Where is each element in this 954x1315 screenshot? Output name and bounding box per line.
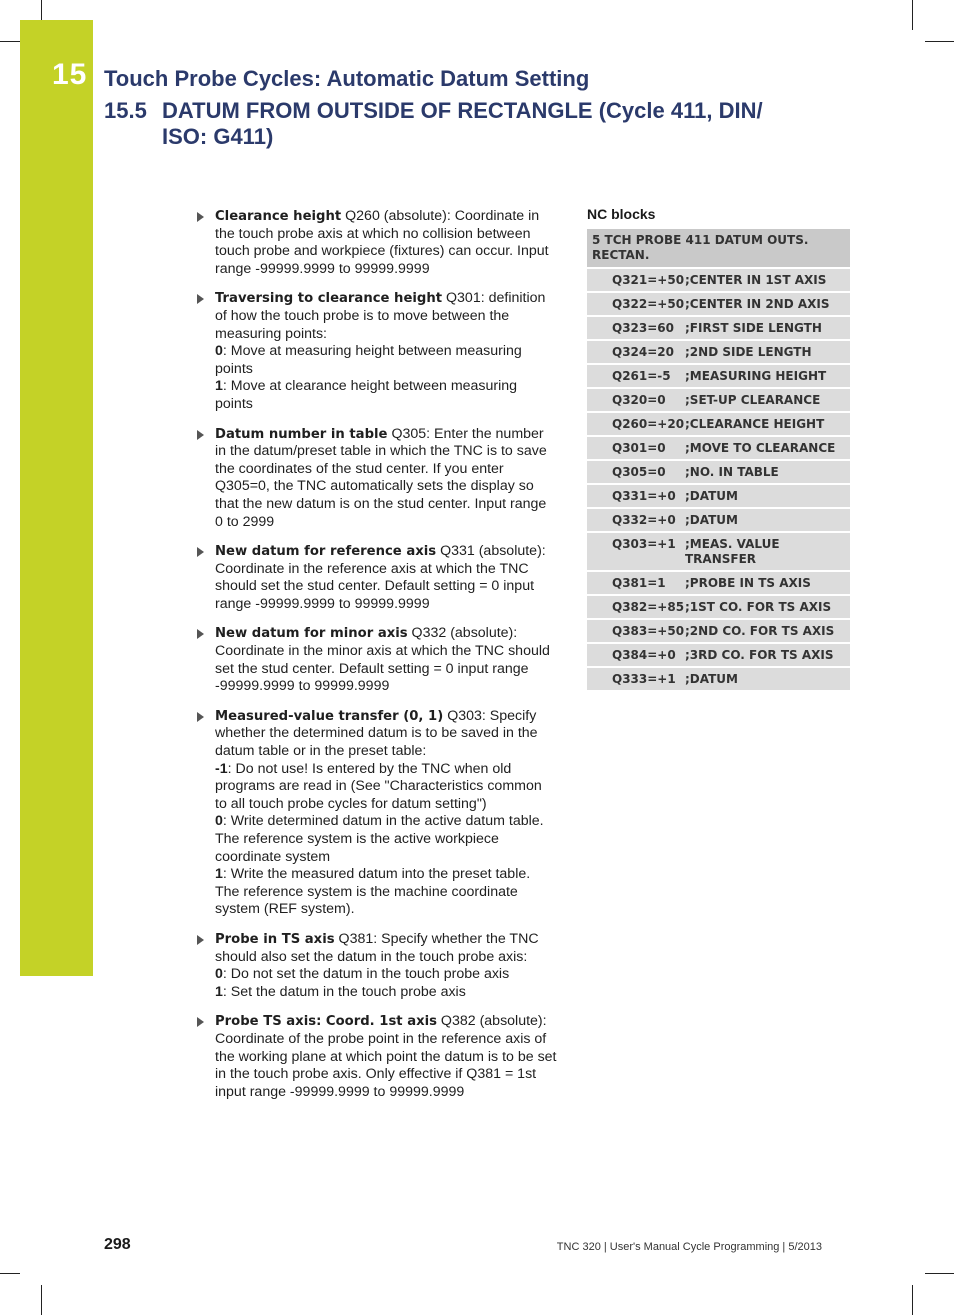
nc-row bbox=[587, 340, 850, 364]
nc-code: Q320=0 bbox=[587, 388, 685, 412]
parameter-line bbox=[215, 426, 557, 532]
parameter-item bbox=[195, 426, 557, 532]
section-title bbox=[104, 98, 763, 150]
parameter-item bbox=[195, 625, 557, 695]
parameter-text: Q331 (absolute): Coordinate in the reference axis at which the TNC should set the stud center. Default setting = 0 input range -99999.9999 to 99999.9999 bbox=[215, 543, 546, 612]
parameter-line bbox=[215, 208, 557, 278]
option-value: 0 bbox=[215, 813, 223, 830]
bullet-arrow-icon bbox=[197, 1017, 204, 1027]
nc-row bbox=[587, 388, 850, 412]
crop-mark bbox=[41, 1285, 42, 1315]
bullet-arrow-icon bbox=[197, 294, 204, 304]
nc-row bbox=[587, 643, 850, 667]
chapter-tab-band bbox=[20, 20, 93, 976]
parameter-line bbox=[215, 984, 557, 1002]
parameter-line bbox=[215, 625, 557, 695]
parameter-term: New datum for reference axis bbox=[215, 544, 437, 560]
parameter-line bbox=[215, 761, 557, 814]
nc-code: Q384=+0 bbox=[587, 643, 685, 667]
parameter-list bbox=[195, 208, 557, 1113]
nc-code: Q333=+1 bbox=[587, 667, 685, 691]
parameter-text: : Write determined datum in the active datum table. The reference system is the active workpiece coordinate system bbox=[215, 813, 544, 865]
nc-row bbox=[587, 412, 850, 436]
nc-code: Q261=-5 bbox=[587, 364, 685, 388]
parameter-item bbox=[195, 1013, 557, 1101]
parameter-text: Q382 (absolute): Coordinate of the probe point in the reference axis of the working plane at which point the datum is to be set in the touch probe axis. Only effective if Q381 = 1st input range -99999.9999 to 99999.9999 bbox=[215, 1013, 557, 1100]
nc-comment: ;MEASURING HEIGHT bbox=[685, 364, 850, 388]
parameter-line bbox=[215, 290, 557, 343]
nc-code: Q322=+50 bbox=[587, 292, 685, 316]
bullet-arrow-icon bbox=[197, 212, 204, 222]
parameter-text: Q305: Enter the number in the datum/preset table in which the TNC is to save the coordinates of the stud center. If you enter Q305=0, the TNC automatically sets the display so that the new datum is on the stud center. Input range 0 to 2999 bbox=[215, 425, 547, 530]
parameter-line bbox=[215, 1013, 557, 1101]
crop-mark bbox=[0, 1273, 20, 1274]
nc-comment: ;DATUM bbox=[685, 667, 850, 691]
crop-mark bbox=[912, 1285, 913, 1315]
parameter-line bbox=[215, 931, 557, 966]
parameter-text: : Do not use! Is entered by the TNC when old programs are read in (See "Characteristics common to all touch probe cycles for datum setting") bbox=[215, 760, 542, 812]
option-value: 1 bbox=[215, 983, 223, 1000]
footer-text: TNC 320 | User's Manual Cycle Programming | 5/2013 bbox=[556, 1241, 822, 1253]
parameter-line bbox=[215, 866, 557, 919]
nc-row bbox=[587, 571, 850, 595]
parameter-text: : Move at clearance height between measuring points bbox=[215, 378, 518, 412]
nc-comment: ;MOVE TO CLEARANCE bbox=[685, 436, 850, 460]
crop-mark bbox=[0, 41, 20, 42]
chapter-number: 15 bbox=[52, 58, 88, 91]
nc-row bbox=[587, 364, 850, 388]
nc-comment: ;CENTER IN 2ND AXIS bbox=[685, 292, 850, 316]
nc-comment: ;DATUM bbox=[685, 484, 850, 508]
nc-row bbox=[587, 667, 850, 691]
parameter-line bbox=[215, 543, 557, 613]
parameter-item bbox=[195, 543, 557, 613]
option-value: 0 bbox=[215, 343, 223, 360]
option-value: -1 bbox=[215, 760, 228, 777]
nc-comment: ;DATUM bbox=[685, 508, 850, 532]
nc-code: Q332=+0 bbox=[587, 508, 685, 532]
page-number: 298 bbox=[104, 1236, 131, 1253]
parameter-line bbox=[215, 378, 557, 413]
parameter-item bbox=[195, 708, 557, 919]
nc-code: Q305=0 bbox=[587, 460, 685, 484]
section-number: 15.5 bbox=[104, 98, 147, 123]
nc-code: Q382=+85 bbox=[587, 595, 685, 619]
parameter-term: Datum number in table bbox=[215, 426, 388, 442]
parameter-text: : Do not set the datum in the touch probe axis bbox=[222, 966, 510, 983]
crop-mark bbox=[925, 41, 954, 42]
parameter-text: : Move at measuring height between measuring points bbox=[215, 343, 522, 377]
parameter-line bbox=[215, 813, 557, 866]
nc-row bbox=[587, 532, 850, 571]
crop-mark bbox=[41, 0, 42, 20]
nc-code: Q323=60 bbox=[587, 316, 685, 340]
parameter-term: Probe in TS axis bbox=[215, 931, 335, 947]
nc-row bbox=[587, 619, 850, 643]
nc-comment: ;CENTER IN 1ST AXIS bbox=[685, 268, 850, 292]
nc-row bbox=[587, 460, 850, 484]
bullet-arrow-icon bbox=[197, 712, 204, 722]
nc-comment: ;PROBE IN TS AXIS bbox=[685, 571, 850, 595]
nc-code: Q301=0 bbox=[587, 436, 685, 460]
crop-mark bbox=[925, 1273, 954, 1274]
option-value: 1 bbox=[215, 378, 223, 395]
nc-blocks-table bbox=[587, 229, 850, 692]
bullet-arrow-icon bbox=[197, 629, 204, 639]
nc-comment: ;1ST CO. FOR TS AXIS bbox=[685, 595, 850, 619]
nc-code: Q331=+0 bbox=[587, 484, 685, 508]
parameter-term: New datum for minor axis bbox=[215, 626, 408, 642]
nc-comment: ;2ND CO. FOR TS AXIS bbox=[685, 619, 850, 643]
nc-row bbox=[587, 484, 850, 508]
parameter-text: Q301: definition of how the touch probe is to move between the measuring points: bbox=[215, 290, 546, 342]
nc-row bbox=[587, 316, 850, 340]
section-title-line2: ISO: G411) bbox=[162, 124, 274, 149]
nc-comment: ;CLEARANCE HEIGHT bbox=[685, 412, 850, 436]
parameter-line bbox=[215, 343, 557, 378]
nc-code: Q303=+1 bbox=[587, 532, 685, 571]
nc-comment: ;MEAS. VALUE TRANSFER bbox=[685, 532, 850, 571]
nc-comment: ;3RD CO. FOR TS AXIS bbox=[685, 643, 850, 667]
parameter-text: Q381: Specify whether the TNC should also set the datum in the touch probe axis: bbox=[215, 930, 539, 965]
nc-comment: ;FIRST SIDE LENGTH bbox=[685, 316, 850, 340]
nc-row bbox=[587, 436, 850, 460]
parameter-text: Q332 (absolute): Coordinate in the minor axis at which the TNC should set the stud center. Default setting = 0 input range -99999.9999 to 99999.9999 bbox=[215, 625, 550, 695]
parameter-line bbox=[215, 708, 557, 761]
nc-header-cell: 5 TCH PROBE 411 DATUM OUTS. RECTAN. bbox=[587, 229, 850, 268]
parameter-text: Q303: Specify whether the determined datum is to be saved in the datum table or in the preset table: bbox=[215, 707, 538, 760]
nc-code: Q260=+20 bbox=[587, 412, 685, 436]
parameter-text: : Set the datum in the touch probe axis bbox=[222, 983, 466, 1000]
nc-code: Q381=1 bbox=[587, 571, 685, 595]
nc-code: Q383=+50 bbox=[587, 619, 685, 643]
nc-row bbox=[587, 292, 850, 316]
parameter-term: Probe TS axis: Coord. 1st axis bbox=[215, 1014, 437, 1030]
nc-code: Q324=20 bbox=[587, 340, 685, 364]
nc-comment: ;SET-UP CLEARANCE bbox=[685, 388, 850, 412]
parameter-item bbox=[195, 290, 557, 413]
parameter-term: Measured-value transfer (0, 1) bbox=[215, 708, 444, 724]
option-value: 0 bbox=[215, 966, 223, 983]
parameter-item bbox=[195, 931, 557, 1001]
bullet-arrow-icon bbox=[197, 935, 204, 945]
nc-blocks-heading: NC blocks bbox=[587, 206, 656, 222]
nc-code: Q321=+50 bbox=[587, 268, 685, 292]
nc-comment: ;NO. IN TABLE bbox=[685, 460, 850, 484]
bullet-arrow-icon bbox=[197, 547, 204, 557]
nc-comment: ;2ND SIDE LENGTH bbox=[685, 340, 850, 364]
bullet-arrow-icon bbox=[197, 430, 204, 440]
parameter-text: : Write the measured datum into the preset table. The reference system is the machine coordinate system (REF system). bbox=[215, 866, 531, 918]
parameter-term: Traversing to clearance height bbox=[215, 291, 443, 307]
nc-row bbox=[587, 508, 850, 532]
section-title-line1: DATUM FROM OUTSIDE OF RECTANGLE (Cycle 411, DIN/ bbox=[162, 98, 763, 123]
nc-header-row bbox=[587, 229, 850, 268]
parameter-line bbox=[215, 966, 557, 984]
chapter-title: Touch Probe Cycles: Automatic Datum Setting bbox=[104, 66, 590, 91]
nc-row bbox=[587, 595, 850, 619]
crop-mark bbox=[912, 0, 913, 30]
parameter-text: Q260 (absolute): Coordinate in the touch probe axis at which no collision between touch probe and workpiece (fixtures) can occur. Input range -99999.9999 to 99999.9999 bbox=[215, 208, 549, 277]
parameter-term: Clearance height bbox=[215, 209, 342, 224]
option-value: 1 bbox=[215, 866, 223, 883]
parameter-item bbox=[195, 208, 557, 278]
nc-row bbox=[587, 268, 850, 292]
